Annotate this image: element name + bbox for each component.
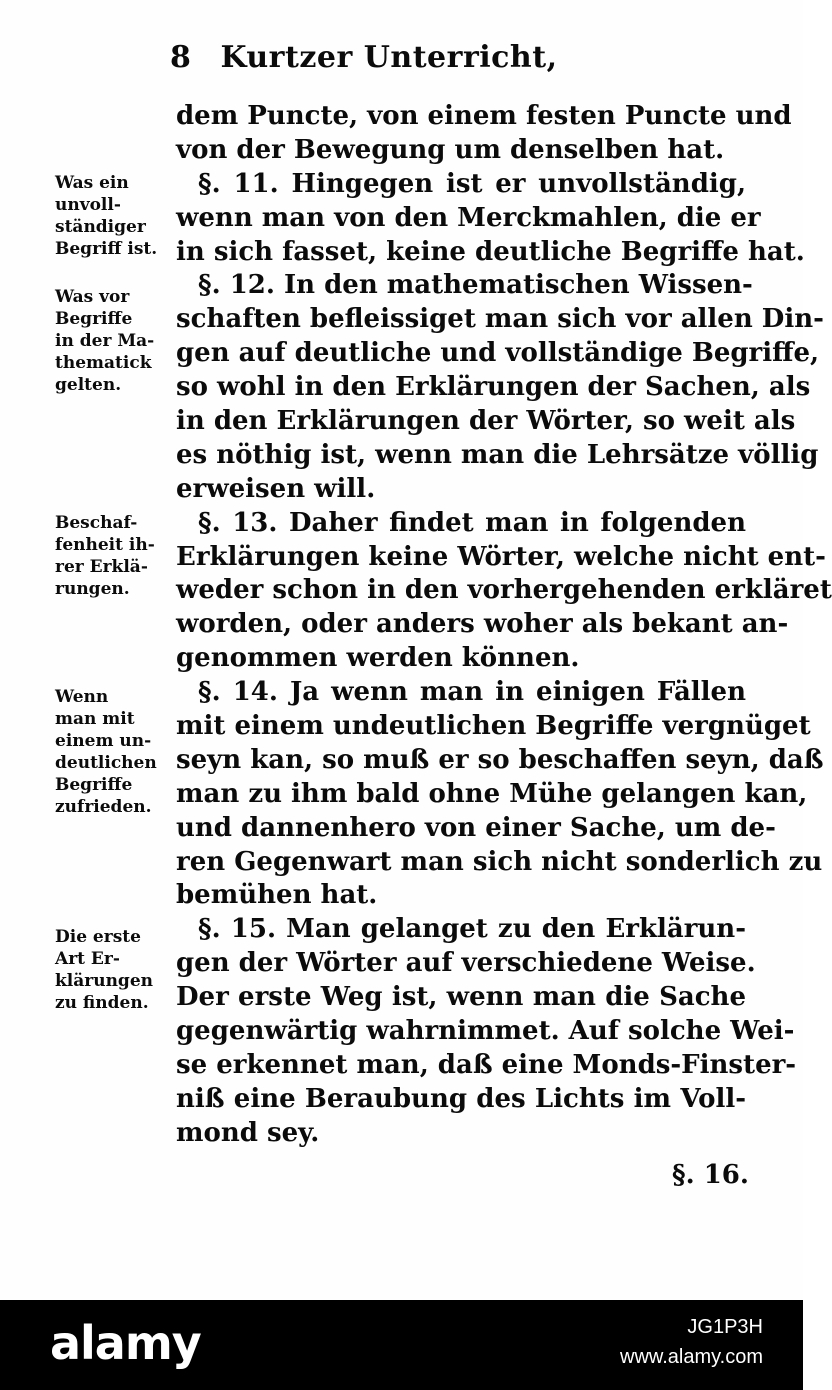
margin-note-line: Was vor [55,287,130,307]
text-line: §. 15. Man gelanget zu den Erklärun- [198,914,746,945]
margin-note-line: deutlichen [55,753,157,773]
margin-note-line: Die erste [55,927,141,947]
text-line: ren Gegenwart man sich nicht sonderlich zu [176,846,823,877]
body-text [176,100,832,1151]
text-line: in den Erklärungen der Wörter, so weit als [176,406,796,437]
text-line: so wohl in den Erklärungen der Sachen, als [176,372,811,403]
text-line: schaften befleissiget man sich vor allen Din- [176,304,824,335]
text-line: weder schon in den vorhergehenden erkläret [176,575,832,606]
text-line: es nöthig ist, wenn man die Lehrsätze völlig [176,439,819,470]
text-line: erweisen will. [176,473,376,504]
margin-note-incomplete-concept [55,172,175,260]
margin-note-line: einem un- [55,731,152,751]
margin-note-first-way-definitions [55,926,175,1014]
alamy-logo: alamy [50,1316,201,1370]
image-id: JG1P3H [687,1316,763,1338]
page-number: 8 [170,40,191,75]
margin-note-line: zufrieden. [55,797,152,817]
text-line: wenn man von den Merckmahlen, die er [176,202,761,233]
catchword: §. 16. [672,1160,749,1190]
text-line: gen auf deutliche und vollständige Begriffe, [176,338,820,369]
text-line: §. 13. Daher findet man in folgenden [198,507,746,538]
margin-note-line: fenheit ih- [55,535,155,555]
text-line: worden, oder anders woher als bekant an- [176,609,789,640]
text-line: genommen werden können. [176,643,580,674]
margin-note-line: rungen. [55,579,130,599]
margin-note-line: ständiger [55,217,146,237]
text-line: gegenwärtig wahrnimmet. Auf solche Wei- [176,1016,795,1047]
text-line: se erkennet man, daß eine Monds-Finster- [176,1049,797,1080]
text-line: von der Bewegung um denselben hat. [176,134,725,165]
margin-note-line: Beschaf- [55,513,138,533]
text-line: §. 11. Hingegen ist er unvollständig, [198,168,746,199]
margin-note-mathematics-concepts [55,286,175,396]
margin-note-unclear-concept [55,686,175,818]
text-line: Der erste Weg ist, wenn man die Sache [176,982,746,1013]
text-line: §. 12. In den mathematischen Wissen- [198,270,753,301]
margin-note-line: man mit [55,709,135,729]
text-line: dem Puncte, von einem festen Puncte und [176,101,792,131]
margin-note-line: Begriffe [55,775,133,795]
text-line: man zu ihm bald ohne Mühe gelangen kan, [176,778,808,809]
margin-note-line: Wenn [55,687,109,707]
watermark-banner [0,1300,803,1390]
margin-note-nature-of-definitions [55,512,175,600]
text-line: §. 14. Ja wenn man in einigen Fällen [198,677,746,708]
margin-note-line: Art Er- [55,949,120,969]
margin-note-line: Begriffe [55,309,133,329]
text-line: mond sey. [176,1117,320,1148]
text-line: in sich fasset, keine deutliche Begriffe hat. [176,236,805,267]
margin-note-line: rer Erklä- [55,557,148,577]
margin-note-line: unvoll- [55,195,121,215]
margin-note-line: thematick [55,353,152,373]
text-line: und dannenhero von einer Sache, um de- [176,812,776,843]
text-line: Erklärungen keine Wörter, welche nicht ent- [176,541,826,572]
text-line: mit einem undeutlichen Begriffe vergnüget [176,711,811,742]
running-title: Kurtzer Unterricht, [220,40,558,75]
margin-note-line: klärungen [55,971,153,991]
margin-note-line: zu finden. [55,993,149,1013]
text-line: gen der Wörter auf verschiedene Weise. [176,948,756,979]
text-line: seyn kan, so muß er so beschaffen seyn, daß [176,744,824,775]
margin-note-line: Begriff ist. [55,239,158,259]
text-line: niß eine Beraubung des Lichts im Voll- [176,1083,746,1114]
page-header [170,40,610,80]
margin-note-line: gelten. [55,375,122,395]
text-line: bemühen hat. [176,880,378,911]
margin-note-line: in der Ma- [55,331,155,351]
margin-note-line: Was ein [55,173,129,193]
site-url: www.alamy.com [620,1346,763,1368]
